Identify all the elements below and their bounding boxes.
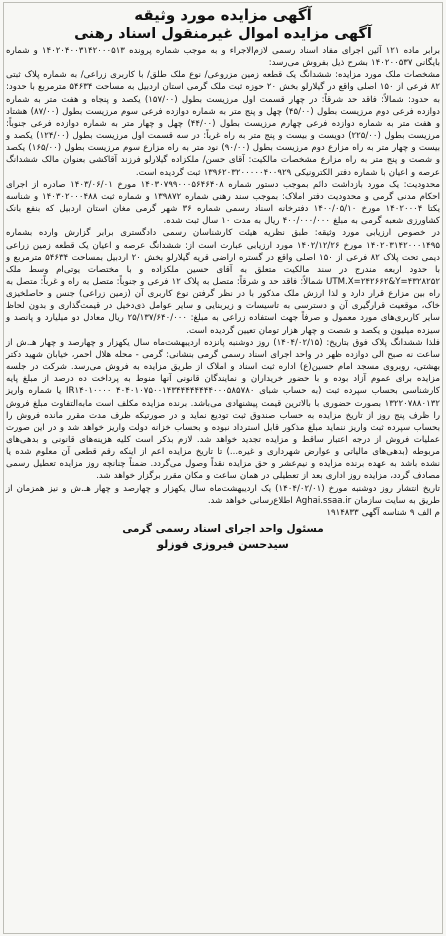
signature-block bbox=[6, 522, 440, 552]
notice-body bbox=[6, 45, 440, 519]
notice-subtitle: آگهی مزایده اموال غیرمنقول اسناد رهنی bbox=[74, 26, 372, 42]
intro-paragraph: برابر ماده ۱۲۱ آئین اجرای مفاد اسناد رسمی لازم‌الاجراء و به موجب شماره پرونده ۱۴۰۲۰۴۰۰۳۱۴۲۰۰۰۵۱۳ و شماره بایگانی ۱۴۰۲۰۰۵۳۷ بشرح ذیل بفروش می‌رسد: bbox=[6, 46, 440, 69]
restrictions-paragraph: محدودیت: یک مورد بازداشت دائم بموجب دستور شماره ۱۴۰۳۰۷۹۹۰۰۰۵۶۴۶۴۰۸ مورخ ۱۴۰۳/۰۶/۰۱ صادره از اجرای احکام مدنی گرمی و محدودیت دفتر املاک: بموجب سند رهنی شماره ۱۳۹۸۷۲ و شماره ثبت ۱۴۰۳۰۲۰۰۰۴۸۸ و شناسه یکتا ۱۴۰۲۰۰۰۴ مورخ ۱۴۰۰/۰۵/۱۰ دفترخانه اسناد رسمی شماره ۳۶ شهر گرمی مغان استان اردبیل که بنفع بانک کشاورزی شعبه گرمی به مبلغ ۴۰۰/۰۰۰/۰۰۰ ریال به مدت ۱۰ سال ثبت شده. bbox=[6, 179, 440, 227]
notice-id-line: م الف ۹ شناسه آگهی ۱۹۱۴۸۳۳ bbox=[326, 507, 440, 518]
publication-date-paragraph: تاریخ انتشار روز دوشنبه مورخ (۱۴۰۴/۰۲/۰۱) یک اردیبهشت‌ماه سال یکهزار و چهارصد و چهار هـ.ش و نیز همزمان از طریق به سایت سازمان Aghai.ssaa.ir اطلاع‌رسانی خواهد شد. bbox=[6, 483, 440, 506]
signature-office: مسئول واحد اجرای اسناد رسمی گرمی bbox=[122, 523, 324, 536]
signature-name: سیدحسن فیروزی فوزلو bbox=[157, 538, 289, 552]
auction-terms-paragraph: فلذا ششدانگ پلاک فوق بتاریخ: (۱۴۰۴/۰۲/۱۵) روز دوشنبه پانزده اردیبهشت‌ماه سال یکهزار و چهارصد و چهار هـ.ش از ساعت نه صبح الی دوازده ظهر در واحد اجرای اسناد رسمی گرمی بنشانی: گرمی - محله هلال احمر، خیابان شهید دکتر بهشتی، روبروی مسجد امام حسین(ع) اداره ثبت اسناد و املاک از طریق مزایده به فروش می‌رسد. شرکت در جلسه مزایده برای عموم آزاد بوده و با حضور خریداران و نمایندگان قانونی آنها منوط به پرداخت ده درصد از مبلغ پایه کارشناسی بحساب سپرده ثبت (به حساب شبای IR۱۴۰۱۰۰۰۰ ۴۰۴۰۱۰۷۵۰۰۱۴۳۴۴۴۴۴۴۴۴۰۰۰۵۸۵۷۸۰ یا شماره واریز ۱۳۲۲۰۷۸۸۰۱۳۲ بصورت حضوری با بالاترین قیمت پیشنهادی می‌باشد. برنده مزایده مکلف است مابه‌التفاوت مبلغ فروش را ظرف پنج روز از تاریخ مزایده به حساب صندوق ثبت تودیع نماید و در صورتیکه ظرف مدت مقرر مانده فروش را بحساب سپرده ثبت واریز ننماید مبلغ مذکور قابل استرداد نبوده و بحساب خزانه دولت واریز خواهد شد و در این صورت عملیات فروش از درجه اعتبار ساقط و مزایده تجدید خواهد شد. لازم بذکر است کلیه هزینه‌های قانونی و بدهی‌های مربوطه (بدهی‌های مالیاتی و عوارض شهرداری و غیره...) تا تاریخ مزایده اعم از اینکه رقم قطعی آن معلوم شده یا نشده باشد به عهده برنده مزایده و نیم‌عشر و حق مزایده نقداً وصول می‌گردد. ضمناً چنانچه روز مزایده تعطیل رسمی مصادف گردد، مزایده روز اداری بعد از تعطیلی در همان ساعت و مکان مقرر برگزار خواهد شد. bbox=[6, 337, 440, 482]
notice-title: آگهی مزایده مورد وثیقه bbox=[134, 6, 312, 24]
appraisal-paragraph: در خصوص ارزیابی مورد وثیقه: طبق نظریه هیئت کارشناسان رسمی دادگستری برابر گزارش وارده بشماره ۱۴۰۲۰۳۱۴۲۰۰۰۱۴۹۵ مورخ ۱۴۰۲/۱۲/۲۶ مورد ارزیابی عبارت است از: ششدانگ عرصه و اعیان یک قطعه زمین زراعی دیمی تحت پلاک ۸۲ فرعی از ۱۵۰ اصلی واقع در گستره اراضی قریه گیلارلو بخش ۲۰ اردبیل بمساحت ۵۴۶۳۴ مترمربع و با حدود اربعه مندرج در سند مالکیت متعلق به آقای حسین ملکزاده و با مختصات یوتی‌ام وسط ملک UTM.X=۲۴۲۶۶۲&Y=۴۳۲۸۲۵۲ شمالاً: فاقد حد و شرقاً: متصل به پلاک ۱۲ فرعی و جنوباً: متصل به راه و غرباً: متصل به راه بین مزارع قرار دارد و لذا ارزش ملک مذکور با در نظر گرفتن نوع کاربری آن (زمین زراعی) جنس و حاصلخیزی خاک، موقعیت قرارگیری آن و دسترسی به تاسیسات و زیربنایی و سایر عوامل ذی‌دخیل در قیمت‌گذاری و بدون لحاظ سایر کاربری‌های مورد معمول و صرفاً جهت استفاده زراعی به مبلغ: ۲۵/۱۳۷/۶۴۰/۰۰۰ ریال معادل دو میلیارد و پانصد و سیزده میلیون و یکصد و شصت و چهار هزار تومان تعیین گردیده است. bbox=[6, 228, 440, 336]
property-specs-paragraph: مشخصات ملک مورد مزایده: ششدانگ یک قطعه زمین مزروعی/ نوع ملک طلق/ با کاربری زراعی/ به شماره پلاک ثبتی ۸۲ فرعی از ۱۵۰ اصلی واقع در گیلارلو بخش ۲۰ حوزه ثبت ملک گرمی استان اردبیل به مساحت ۵۴۶۳۴ مترمربع با حدود: به حدود: شمالاً: فاقد حد شرقاً: در چهار قسمت اول مرزیست بطول (۱۵۷/۰۰) یکصد و پنجاه و هفت متر به شماره دوازده فرعی دوم مرزیست بطول (۴۵/۰۰) چهل و پنج متر به شماره دوازده فرعی سوم مرزیست بطول (۸۷/۰۰) هشتاد و هفت متر به شماره دوازده فرعی چهارم مرزیست بطول (۴۴/۰۰) چهل و چهار متر به شماره دوازده فرعی جنوباً: مرزیست بطول (۲۲۵/۰۰) دویست و بیست و پنج متر به راه غرباً: در سه قسمت اول مرزیست بطول (۱۲۴/۰۰) یکصد و بیست و چهار متر به راه مزارع دوم مرزیست بطول (۹۰/۰۰) نود متر به راه مزارع سوم مرزیست بطول (۱۶۵/۰۰) یکصد و شصت و پنج متر به راه مزارع مشخصات مالکیت: آقای حسن/ ملکزاده گیلارلو فرزند آقاکشی بعنوان مالک ششدانگ عرصه و اعیان با شماره دفتر الکترونیکی ۱۳۹۶۲۰۳۲۰۰۰۰۰۴۰۰۹۲۹ ثبت گردیده است. bbox=[6, 70, 440, 178]
